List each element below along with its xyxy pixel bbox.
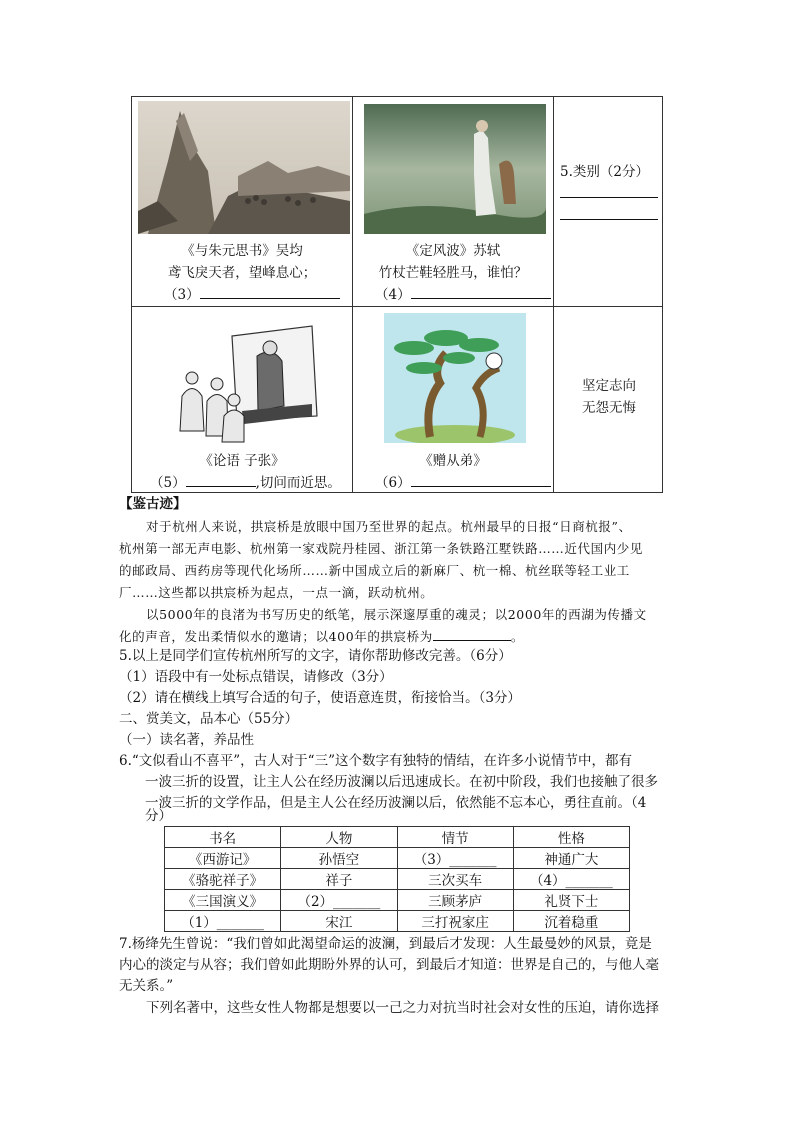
question-7-line2: 内心的淡定与从容；我们曾如此期盼外界的认可，到最后才知道：世界是自己的，与他人毫 xyxy=(119,957,659,973)
table-cell-blank[interactable]: （3）_______ xyxy=(397,848,513,869)
header-cell: 书名 xyxy=(165,827,281,848)
question-5-sub2: （2）请在横线上填写合适的句子，使语意连贯，衔接恰当。（3分） xyxy=(119,690,521,706)
answer-blank-6[interactable] xyxy=(411,472,551,487)
passage-p2-line2: 化的声音，发出柔情似水的邀请；以400年的拱宸桥为 xyxy=(119,629,433,644)
passage-p1-line2: 杭州第一部无声电影、杭州第一家戏院丹桂园、浙江第一条铁路江墅铁路……近代国内少见 xyxy=(119,541,644,556)
blank-label-3: （3） xyxy=(164,287,200,303)
category-label: 5.类别（2分） xyxy=(560,164,649,180)
table-row xyxy=(165,869,630,890)
table-header-row xyxy=(165,827,630,848)
passage-fill-blank[interactable] xyxy=(433,626,511,641)
table-cell-blank[interactable]: （2）_______ xyxy=(281,890,397,911)
section-2-heading: 二、赏美文，品本心（55分） xyxy=(119,711,299,727)
question-5-stem: 5.以上是同学们宣传杭州所写的文字，请你帮助修改完善。（6分） xyxy=(119,648,512,664)
poem2-line: 竹杖芒鞋轻胜马，谁怕？ xyxy=(378,265,528,281)
table-row xyxy=(165,890,630,911)
theme-line-2: 无怨无悔 xyxy=(582,400,636,416)
passage-p1-line3: 的邮政局、西药房等现代化场所……新中国成立后的新麻厂、杭一棉、杭丝联等轻工业工 xyxy=(119,563,630,578)
blank-label-5: （5） xyxy=(150,475,186,491)
books-table xyxy=(164,826,630,932)
passage-p1-line4: 厂……这些都以拱宸桥为起点，一点一滴，跃动杭州。 xyxy=(119,585,434,600)
table-cell: 宋江 xyxy=(281,911,397,932)
confucius-teaching-image xyxy=(162,316,324,446)
table-cell: 《西游记》 xyxy=(165,848,281,869)
theme-line-1: 坚定志向 xyxy=(582,378,636,394)
table-cell: 祥子 xyxy=(281,869,397,890)
section-heading-jiangu: 【鉴古迹】 xyxy=(119,496,187,512)
table-row xyxy=(165,848,630,869)
table-cell: 沉着稳重 xyxy=(513,911,629,932)
landscape-painting-image xyxy=(138,101,350,234)
answer-blank-5[interactable] xyxy=(186,472,256,487)
table-cell: 孙悟空 xyxy=(281,848,397,869)
blank-label-4: （4） xyxy=(375,287,411,303)
header-cell: 性格 xyxy=(513,827,629,848)
section-2-subheading: （一）读名著，养品性 xyxy=(119,732,254,748)
table-cell: 礼贤下士 xyxy=(513,890,629,911)
poem4-line-suffix: ,切问而近思。 xyxy=(255,475,341,491)
poem4-title: 《论语 子张》 xyxy=(199,453,285,469)
poem2-title: 《定风波》苏轼 xyxy=(405,243,501,259)
su-shi-painting-image xyxy=(364,104,546,234)
poetry-table xyxy=(131,96,663,493)
question-7-line4: 下列名著中，这些女性人物都是想要以一己之力对抗当时社会对女性的压迫，请你选择 xyxy=(146,1000,659,1016)
table-cell: 三打祝家庄 xyxy=(397,911,513,932)
question-6-line3: 一波三折的文学作品，但是主人公在经历波澜以后，依然能不忘本心，勇往直前。（4 xyxy=(145,795,647,811)
pine-tree-image xyxy=(384,313,526,443)
question-6-line2: 一波三折的设置，让主人公在经历波澜以后迅速成长。在初中阶段，我们也接触了很多 xyxy=(145,774,658,790)
table-cell: 《三国演义》 xyxy=(165,890,281,911)
header-cell: 情节 xyxy=(397,827,513,848)
question-6-line4: 分） xyxy=(145,808,172,824)
category-blank-1[interactable] xyxy=(560,183,658,198)
answer-blank-4[interactable] xyxy=(411,284,551,299)
table-row xyxy=(165,911,630,932)
table-cell: 三次买车 xyxy=(397,869,513,890)
passage-p2-line1: 以5000年的良渚为书写历史的纸笔，展示深邃厚重的魂灵；以2000年的西湖为传播文 xyxy=(146,607,647,622)
passage-p1-line1: 对于杭州人来说，拱宸桥是放眼中国乃至世界的起点。杭州最早的日报“日商杭报”、 xyxy=(146,519,632,534)
answer-blank-3[interactable] xyxy=(200,284,340,299)
poem1-line: 鸢飞戾天者，望峰息心； xyxy=(167,265,317,281)
table-cell: 《骆驼祥子》 xyxy=(165,869,281,890)
category-blank-2[interactable] xyxy=(560,205,658,220)
poem1-title: 《与朱元思书》吴均 xyxy=(181,243,303,259)
passage-p2-end: 。 xyxy=(510,629,524,644)
question-6-line1: 6.“文似看山不喜平”，古人对于“三”这个数字有独特的情结，在许多小说情节中，都有 xyxy=(119,753,632,769)
question-7-line1: 7.杨绛先生曾说：“我们曾如此渴望命运的波澜，到最后才发现：人生最曼妙的风景，竟是 xyxy=(119,936,652,952)
blank-label-6: （6） xyxy=(375,475,411,491)
table-cell: 神通广大 xyxy=(513,848,629,869)
table-cell-blank[interactable]: （1）_______ xyxy=(165,911,281,932)
question-5-sub1: （1）语段中有一处标点错误，请修改（3分） xyxy=(119,669,393,685)
poem5-title: 《赠从弟》 xyxy=(419,453,487,469)
table-cell: 三顾茅庐 xyxy=(397,890,513,911)
question-7-line3: 无关系。” xyxy=(119,978,174,994)
table-cell-blank[interactable]: （4）_______ xyxy=(513,869,629,890)
header-cell: 人物 xyxy=(281,827,397,848)
